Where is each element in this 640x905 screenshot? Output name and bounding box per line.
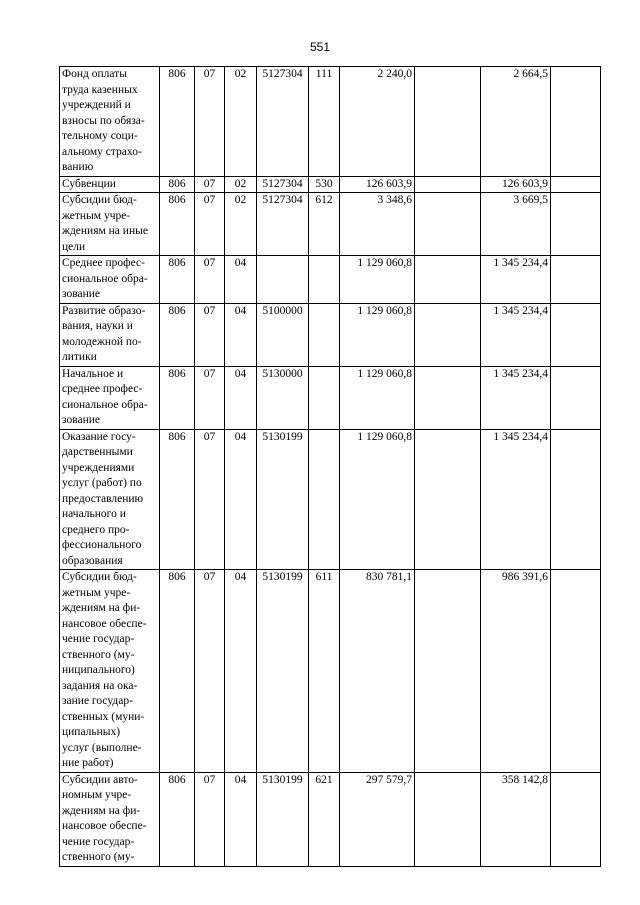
target-article-cell xyxy=(257,176,309,193)
amount-cell-1 xyxy=(340,303,415,366)
amount-cell-2 xyxy=(415,176,481,193)
amount-text-1: 1 129 060,8 xyxy=(357,367,412,380)
section-code-cell xyxy=(195,67,225,177)
amount-cell-3 xyxy=(481,429,551,570)
amount-cell-2 xyxy=(415,429,481,570)
amount-cell-1 xyxy=(340,366,415,429)
row-name-cell xyxy=(60,256,160,304)
subsection-code-text: 04 xyxy=(234,773,247,786)
subsection-code-text: 04 xyxy=(234,571,247,583)
row-name-text: Субсидии бюд- жетным учре- ждениям на фи- нансовое обеспе- чение государ- ственного (му- ниципального) задания на ока- зание государ- ственных (муни- ципальных) услуг (выполне- ние работ) xyxy=(62,571,147,769)
section-code-cell xyxy=(195,256,225,304)
ministry-code-text: 806 xyxy=(168,571,186,583)
expense-type-text: 111 xyxy=(315,68,333,80)
amount-text-1: 2 240,0 xyxy=(377,68,412,80)
row-name-text: Фонд оплаты труда казенных учреждений и взносы по обяза- тельному соци- альному страхо- ванию xyxy=(62,68,145,173)
table-row xyxy=(60,256,601,304)
target-article-cell xyxy=(257,429,309,570)
row-name-text: Развитие образо- вания, науки и молодежной по- литики xyxy=(62,304,146,363)
amount-text-3: 3 669,5 xyxy=(513,194,548,206)
table-row xyxy=(60,176,601,193)
ministry-code-cell xyxy=(160,67,195,177)
ministry-code-cell xyxy=(160,176,195,193)
expense-type-text: 612 xyxy=(315,194,333,206)
table-row xyxy=(60,366,601,429)
amount-text-1: 830 781,1 xyxy=(366,571,412,583)
section-code-text: 07 xyxy=(203,68,216,80)
ministry-code-cell xyxy=(160,772,195,866)
subsection-code-cell xyxy=(225,366,257,429)
expense-type-text: 611 xyxy=(315,571,333,583)
target-article-cell xyxy=(257,303,309,366)
page-number: 551 xyxy=(309,40,331,54)
amount-cell-1 xyxy=(340,256,415,304)
expense-type-cell xyxy=(309,176,340,193)
section-code-text: 07 xyxy=(203,177,216,190)
section-code-cell xyxy=(195,772,225,866)
ministry-code-text: 806 xyxy=(168,68,186,80)
amount-cell-4 xyxy=(551,176,601,193)
target-article-text: 5130000 xyxy=(262,367,303,380)
amount-cell-4 xyxy=(551,772,601,866)
ministry-code-cell xyxy=(160,256,195,304)
expense-type-text: 621 xyxy=(315,773,333,786)
section-code-cell xyxy=(195,193,225,256)
table-row xyxy=(60,429,601,570)
amount-text-3: 1 345 234,4 xyxy=(493,367,548,380)
subsection-code-text: 02 xyxy=(234,68,247,80)
amount-cell-2 xyxy=(415,303,481,366)
target-article-cell xyxy=(257,256,309,304)
row-name-text: Субсидии авто- номным учре- ждениям на фи- нансовое обеспе- чение государ- ственного (му- xyxy=(62,773,147,863)
subsection-code-text: 04 xyxy=(234,304,247,317)
target-article-cell xyxy=(257,67,309,177)
ministry-code-text: 806 xyxy=(168,257,186,269)
subsection-code-text: 04 xyxy=(234,430,247,443)
subsection-code-cell xyxy=(225,772,257,866)
amount-text-3: 1 345 234,4 xyxy=(493,430,548,443)
section-code-text: 07 xyxy=(203,194,216,206)
amount-cell-4 xyxy=(551,303,601,366)
table-row xyxy=(60,67,601,177)
section-code-cell xyxy=(195,303,225,366)
amount-text-1: 3 348,6 xyxy=(377,194,412,206)
amount-cell-2 xyxy=(415,772,481,866)
row-name-cell xyxy=(60,176,160,193)
amount-cell-4 xyxy=(551,429,601,570)
amount-cell-2 xyxy=(415,570,481,773)
section-code-text: 07 xyxy=(203,430,216,443)
amount-cell-1 xyxy=(340,570,415,773)
amount-text-1: 1 129 060,8 xyxy=(357,304,412,317)
row-name-cell xyxy=(60,772,160,866)
subsection-code-cell xyxy=(225,303,257,366)
table-row xyxy=(60,193,601,256)
amount-cell-2 xyxy=(415,67,481,177)
row-name-cell xyxy=(60,193,160,256)
target-article-text: 5100000 xyxy=(262,304,303,317)
amount-text-3: 1 345 234,4 xyxy=(493,257,548,269)
amount-cell-2 xyxy=(415,366,481,429)
ministry-code-text: 806 xyxy=(168,430,186,443)
subsection-code-cell xyxy=(225,570,257,773)
target-article-text: 5130199 xyxy=(262,773,303,786)
target-article-cell xyxy=(257,193,309,256)
subsection-code-text: 02 xyxy=(234,194,247,206)
row-name-text: Начальное и среднее профес- сиональное обра- зование xyxy=(62,367,148,426)
amount-text-1: 1 129 060,8 xyxy=(357,430,412,443)
amount-cell-1 xyxy=(340,429,415,570)
amount-cell-3 xyxy=(481,303,551,366)
expense-type-cell xyxy=(309,366,340,429)
expense-type-cell xyxy=(309,67,340,177)
ministry-code-text: 806 xyxy=(168,304,186,317)
amount-cell-3 xyxy=(481,193,551,256)
expense-type-cell xyxy=(309,429,340,570)
section-code-text: 07 xyxy=(203,773,216,786)
subsection-code-text: 04 xyxy=(234,257,247,269)
subsection-code-cell xyxy=(225,176,257,193)
amount-cell-4 xyxy=(551,256,601,304)
expense-type-cell xyxy=(309,772,340,866)
row-name-cell xyxy=(60,570,160,773)
amount-cell-1 xyxy=(340,67,415,177)
ministry-code-text: 806 xyxy=(168,177,186,190)
amount-cell-4 xyxy=(551,193,601,256)
row-name-cell xyxy=(60,366,160,429)
row-name-cell xyxy=(60,67,160,177)
amount-cell-3 xyxy=(481,570,551,773)
amount-text-3: 126 603,9 xyxy=(502,177,548,190)
amount-cell-3 xyxy=(481,772,551,866)
expense-type-text: 530 xyxy=(315,177,333,190)
subsection-code-cell xyxy=(225,67,257,177)
ministry-code-cell xyxy=(160,570,195,773)
row-name-text: Среднее профес- сиональное обра- зование xyxy=(62,257,148,300)
subsection-code-cell xyxy=(225,193,257,256)
section-code-cell xyxy=(195,570,225,773)
amount-cell-4 xyxy=(551,570,601,773)
amount-text-3: 2 664,5 xyxy=(513,68,548,80)
row-name-text: Субвенции xyxy=(62,177,116,190)
table-body xyxy=(60,67,601,867)
target-article-text: 5127304 xyxy=(262,177,303,190)
section-code-text: 07 xyxy=(203,257,216,269)
amount-cell-3 xyxy=(481,366,551,429)
row-name-text: Субсидии бюд- жетным учре- ждениям на иные цели xyxy=(62,194,148,253)
table-row xyxy=(60,570,601,773)
subsection-code-cell xyxy=(225,256,257,304)
ministry-code-cell xyxy=(160,429,195,570)
row-name-cell xyxy=(60,303,160,366)
amount-cell-3 xyxy=(481,256,551,304)
subsection-code-text: 04 xyxy=(234,367,247,380)
row-name-cell xyxy=(60,429,160,570)
ministry-code-text: 806 xyxy=(168,773,186,786)
section-code-cell xyxy=(195,366,225,429)
ministry-code-cell xyxy=(160,303,195,366)
target-article-text: 5130199 xyxy=(262,571,303,583)
target-article-cell xyxy=(257,570,309,773)
ministry-code-cell xyxy=(160,366,195,429)
amount-cell-4 xyxy=(551,366,601,429)
row-name-text: Оказание госу- дарственными учреждениями услуг (работ) по предоставлению начального и среднего про- фессионального образования xyxy=(62,430,144,567)
section-code-text: 07 xyxy=(203,304,216,317)
amount-text-1: 126 603,9 xyxy=(366,177,412,190)
amount-cell-4 xyxy=(551,67,601,177)
ministry-code-text: 806 xyxy=(168,194,186,206)
amount-text-1: 1 129 060,8 xyxy=(357,257,412,269)
budget-table xyxy=(59,66,601,867)
amount-cell-2 xyxy=(415,256,481,304)
section-code-text: 07 xyxy=(203,367,216,380)
amount-text-3: 986 391,6 xyxy=(502,571,548,583)
expense-type-cell xyxy=(309,193,340,256)
amount-cell-2 xyxy=(415,193,481,256)
target-article-cell xyxy=(257,772,309,866)
section-code-text: 07 xyxy=(203,571,216,583)
table-row xyxy=(60,772,601,866)
section-code-cell xyxy=(195,176,225,193)
section-code-cell xyxy=(195,429,225,570)
amount-cell-1 xyxy=(340,193,415,256)
ministry-code-text: 806 xyxy=(168,367,186,380)
subsection-code-cell xyxy=(225,429,257,570)
ministry-code-cell xyxy=(160,193,195,256)
amount-text-3: 358 142,8 xyxy=(502,773,548,786)
amount-cell-1 xyxy=(340,176,415,193)
amount-text-3: 1 345 234,4 xyxy=(493,304,548,317)
subsection-code-text: 02 xyxy=(234,177,247,190)
amount-cell-1 xyxy=(340,772,415,866)
target-article-cell xyxy=(257,366,309,429)
target-article-text: 5127304 xyxy=(262,68,303,80)
expense-type-cell xyxy=(309,303,340,366)
amount-cell-3 xyxy=(481,176,551,193)
table-row xyxy=(60,303,601,366)
target-article-text: 5130199 xyxy=(262,430,303,443)
amount-text-1: 297 579,7 xyxy=(366,773,412,786)
amount-cell-3 xyxy=(481,67,551,177)
expense-type-cell xyxy=(309,256,340,304)
target-article-text: 5127304 xyxy=(262,194,303,206)
expense-type-cell xyxy=(309,570,340,773)
